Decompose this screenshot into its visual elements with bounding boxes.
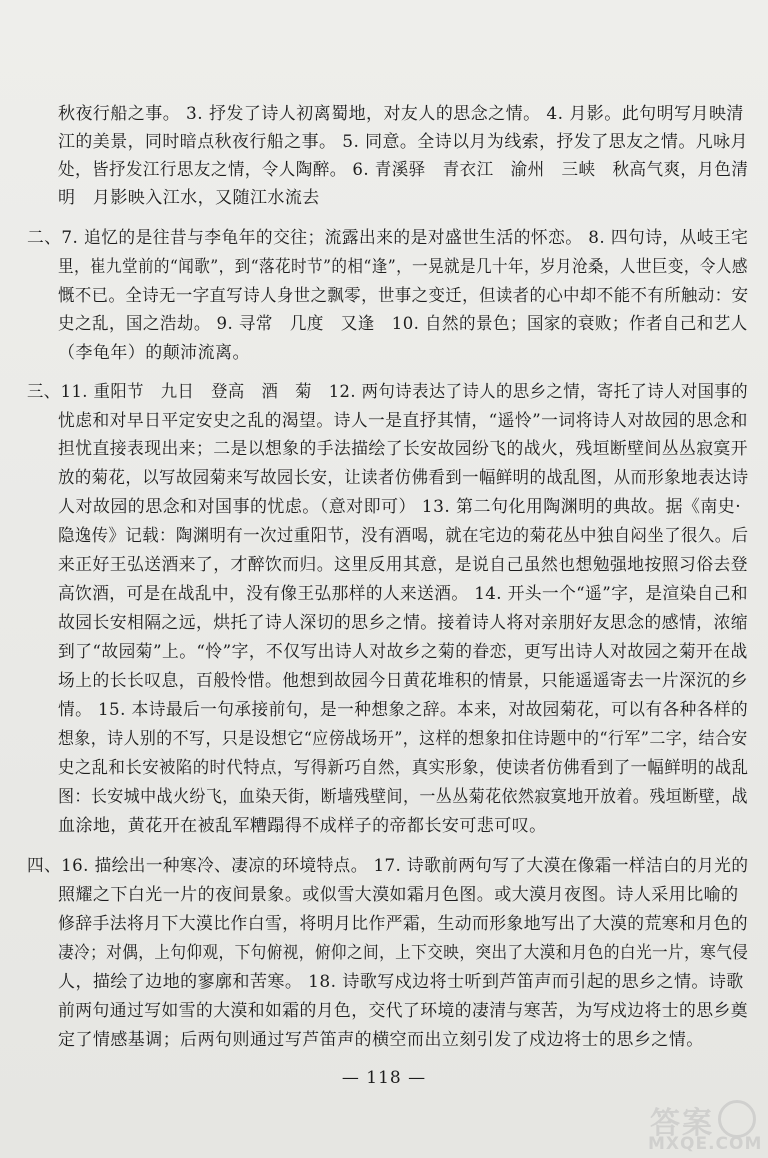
text-line: 照耀之下白光一片的夜间景象。或似雪大漠如霜月色图。或大漠月夜图。诗人采用比喻的 — [58, 885, 739, 905]
text-line: 高饮酒，可是在战乱中，没有像王弘那样的人来送酒。 14. 开头一个“遥”字，是渲染自己和 — [58, 584, 749, 604]
text-line: 史之乱和长安被陷的时代特点，写得新巧自然，真实形象，使读者仿佛看到了一幅鲜明的战乱 — [58, 758, 749, 778]
text-line: 江的美景，同时暗点秋夜行船之事。 5. 同意。全诗以月为线索，抒发了思友之情。凡咏月 — [58, 132, 748, 152]
text-line: 来正好王弘送酒来了，才醉饮而归。这里反用其意，是说自己虽然也想勉强地按照习俗去登 — [58, 555, 748, 575]
text-line: 到了“故园菊”上。“怜”字，不仅写出诗人对故乡之菊的眷恋，更写出诗人对故园之菊开在战 — [58, 642, 748, 662]
page-number: — 118 — — [341, 1068, 427, 1088]
text-line: 二、7. 追忆的是往昔与李龟年的交往；流露出来的是对盛世生活的怀恋。 8. 四句诗，从岐王宅 — [27, 228, 749, 248]
text-line: 里，崔九堂前的“闻歌”，到“落花时节”的相“逢”，一晃就是几十年，岁月沧桑，人世巨变，令人感 — [58, 257, 748, 277]
text-line: 血涂地，黄花开在被乱军糟蹋得不成样子的帝都长安可悲可叹。 — [58, 816, 547, 836]
text-line: （李龟年）的颠沛流离。 — [58, 343, 250, 363]
text-line: 慨不已。全诗无一字直写诗人身世之飘零，世事之变迁，但读者的心中却不能不有所触动：安 — [58, 286, 749, 306]
text-line: 明 月影映入江水，又随江水流去 — [58, 188, 320, 208]
text-line: 放的菊花，以写故园菊来写故园长安，让读者仿佛看到一幅鲜明的战乱图，从而形象地表达诗 — [58, 468, 749, 488]
text-line: 四、16. 描绘出一种寒冷、凄凉的环境特点。 17. 诗歌前两句写了大漠在像霜一样洁白的月光的 — [27, 856, 749, 876]
text-line: 史之乱，国之浩劫。 9. 寻常 几度 又逢 10. 自然的景色；国家的衰败；作者自己和艺人 — [58, 314, 748, 334]
text-line: 人对故园的思念和对国事的忧虑。（意对即可） 13. 第二句化用陶渊明的典故。据《南史· — [58, 497, 742, 517]
site-watermark — [644, 1096, 762, 1154]
text-line: 想象，诗人别的不写，只是设想它“应傍战场开”，这样的想象扣住诗题中的“行军”二字，结合安 — [58, 729, 748, 749]
watermark-logo-text: 答案 — [650, 1106, 714, 1141]
text-line: 忧虑和对早日平定安史之乱的渴望。诗人一是直抒其情，“遥怜”一词将诗人对故园的思念和 — [58, 411, 748, 431]
text-line: 情。 15. 本诗最后一句承接前句，是一种想象之辞。本来，对故园菊花，可以有各种各样的 — [58, 700, 749, 720]
text-line: 图：长安城中战火纷飞，血染天街，断墙残壁间，一丛丛菊花依然寂寞地开放着。残垣断壁，战 — [58, 787, 748, 807]
text-line: 担忧直接表现出来；二是以想象的手法描绘了长安故园纷飞的战火，残垣断壁间丛丛寂寞开 — [58, 439, 748, 459]
text-line: 秋夜行船之事。 3. 抒发了诗人初离蜀地，对友人的思念之情。 4. 月影。此句明写月映清 — [58, 104, 744, 124]
text-line: 三、11. 重阳节 九日 登高 酒 菊 12. 两句诗表达了诗人的思乡之情，寄托了诗人对国事的 — [27, 382, 749, 402]
text-line: 修辞手法将月下大漠比作白雪，将明月比作严霜，生动而形象地写出了大漠的荒寒和月色的 — [58, 914, 748, 934]
text-line: 隐逸传》记载：陶渊明有一次过重阳节，没有酒喝，就在宅边的菊花丛中独自闷坐了很久。后 — [58, 526, 749, 546]
text-line: 人，描绘了边地的寥廓和苦寒。 18. 诗歌写戍边将士听到芦笛声而引起的思乡之情。诗歌 — [58, 972, 744, 992]
text-line: 场上的长长叹息，百般怜惜。他想到故园今日黄花堆积的情景，只能遥遥寄去一片深沉的乡 — [58, 671, 748, 691]
text-line: 处，皆抒发江行思友之情，令人陶醉。 6. 青溪驿 青衣江 渝州 三峡 秋高气爽，月色清 — [58, 160, 749, 180]
watermark-circle-icon — [718, 1100, 756, 1138]
watermark-url: MXQE.COM — [648, 1134, 763, 1154]
text-line: 定了情感基调；后两句则通过写芦笛声的横空而出立刻引发了戍边将士的思乡之情。 — [58, 1030, 704, 1050]
text-line: 凄冷；对偶，上句仰观，下句俯视，俯仰之间，上下交映，突出了大漠和月色的白光一片，寒气侵 — [58, 943, 749, 963]
text-line: 故园长安相隔之远，烘托了诗人深切的思乡之情。接着诗人将对亲朋好友思念的感情，浓缩 — [58, 613, 748, 633]
text-line: 前两句通过写如雪的大漠和如霜的月色，交代了环境的凄清与寒苦，为写戍边将士的思乡奠 — [58, 1001, 748, 1021]
